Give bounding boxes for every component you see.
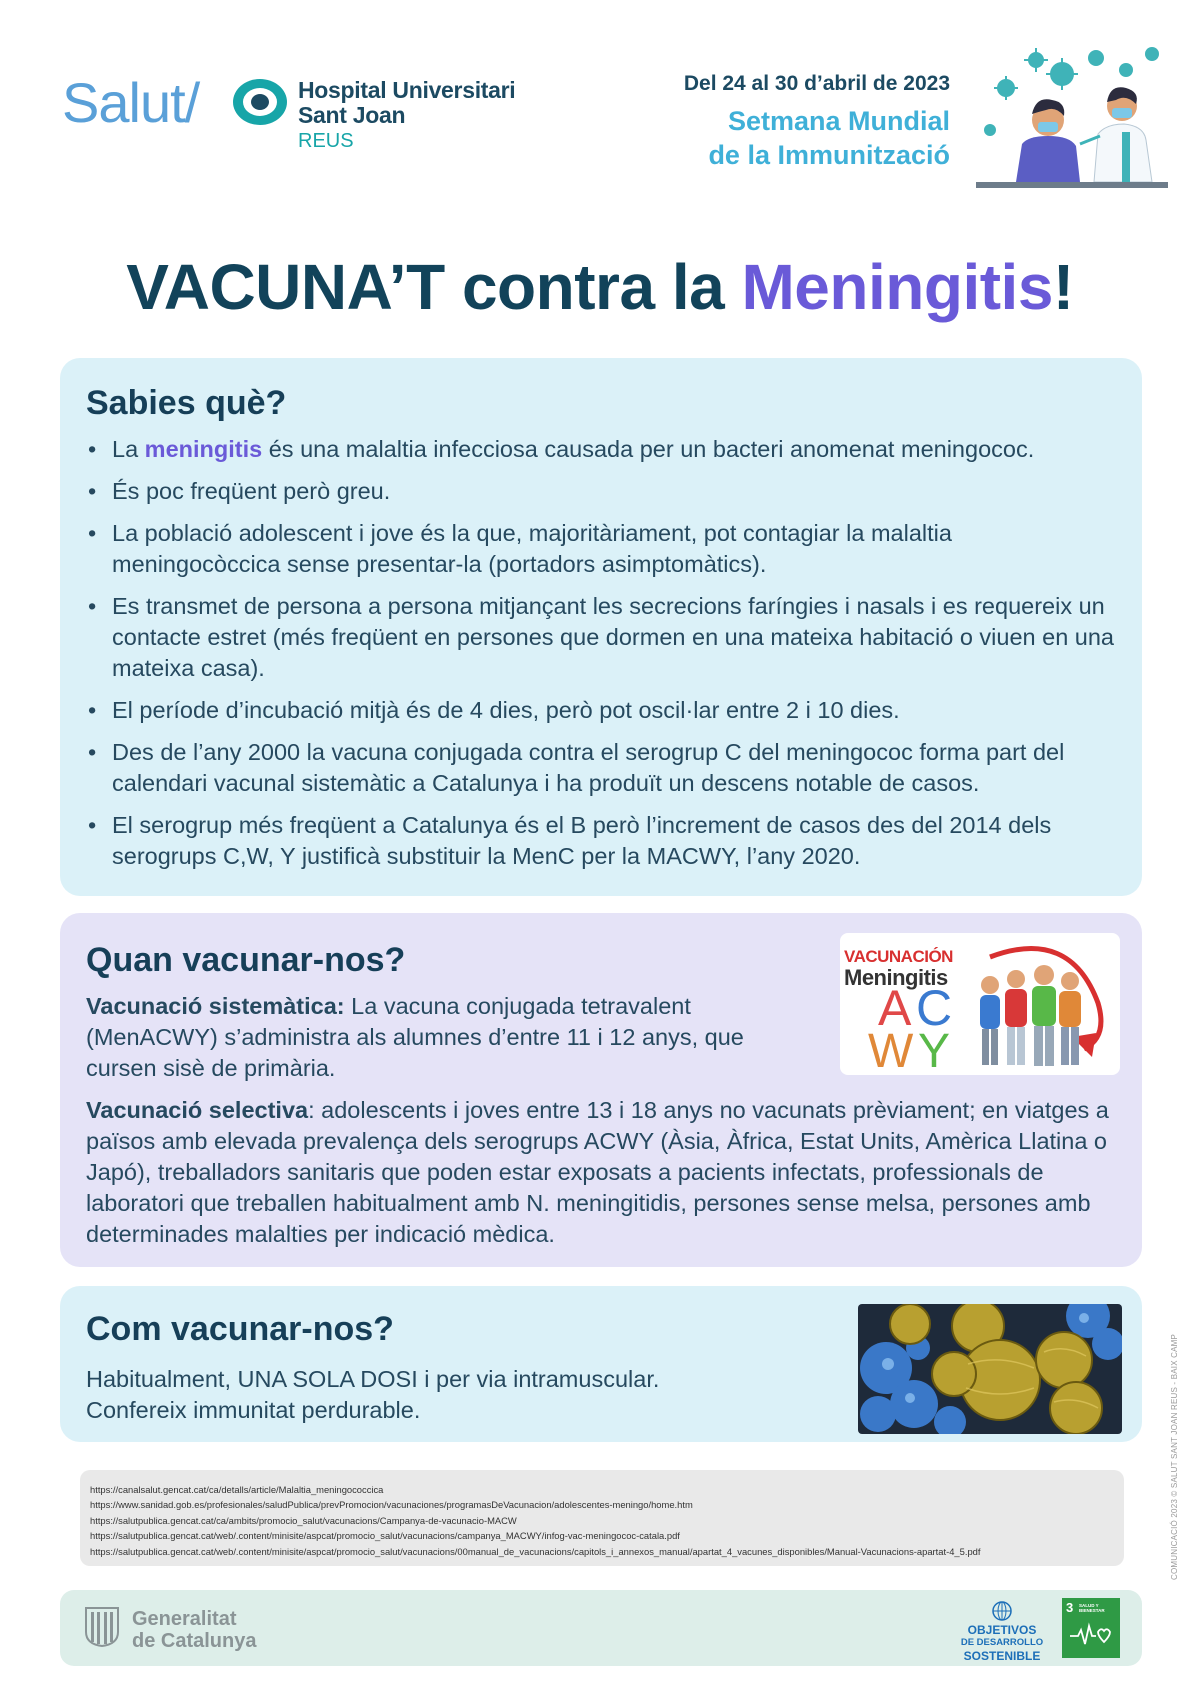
hospital-name-line2: Sant Joan: [298, 102, 406, 128]
hospital-city: REUS: [298, 130, 354, 152]
title-prefix: VACUNA’T contra la: [126, 251, 742, 323]
bullet-1-pre: La: [112, 436, 145, 462]
sdg-3-badge: [1062, 1598, 1120, 1658]
systematic-body: La vacuna conjugada tetravalent (MenACWY) s’administra als alumnes d’entre 11 i 12 anys, que cursen sisè de primària.: [86, 993, 744, 1081]
sabies-bullet-7: • El serogrup més freqüent a Catalunya és el B però l’increment de casos des del 2014 dels serogrups C,W, Y justificà substituir la MenC per la MACWY, l’any 2020.: [86, 810, 1126, 872]
systematic-vaccination-text: [86, 991, 776, 1084]
event-title: [684, 104, 950, 172]
sdg-title-line2: DE DESARROLLO: [960, 1637, 1044, 1648]
hospital-name: [298, 78, 515, 128]
sabies-bullet-3: • La població adolescent i jove és la que, majoritàriament, pot contagiar la malaltia meningocòccica sense presentar-la (portadors asimptomàtics).: [86, 518, 1126, 580]
card-letter-a: A: [878, 980, 912, 1036]
generalitat-line1: Generalitat: [132, 1608, 237, 1630]
sdg-title-line3: SOSTENIBLE: [963, 1649, 1041, 1663]
sabies-bullet-1: [86, 434, 1126, 465]
event-dates-block: [684, 72, 950, 172]
hospital-logo-icon: [230, 76, 290, 128]
card-letter-y: Y: [918, 1025, 951, 1075]
page-title: [0, 250, 1200, 324]
reference-link[interactable]: https://salutpublica.gencat.cat/web/.content/minisite/aspcat/promocio_salut/vacunacions/00manual_de_vacunacions/capitols_i_annexos_manual/apartat_4_vacunes_disponibles/Manual-Vacunacions-apartat-4_5.pdf: [90, 1545, 981, 1557]
bullet-1-post: és una malaltia infecciosa causada per un bacteri anomenat meningococ.: [262, 436, 1035, 462]
generalitat-line2: de Catalunya: [132, 1630, 257, 1652]
com-panel: [60, 1286, 1142, 1442]
sdg-label: SALUD Y BIENESTAR: [1079, 1603, 1105, 1613]
sabies-bullet-6: • Des de l’any 2000 la vacuna conjugada contra el serogrup C del meningococ forma part del calendari vacunal sistemàtic a Catalunya i ha produït un descens notable de casos.: [86, 737, 1126, 799]
vaccination-meningitis-card: [840, 933, 1120, 1075]
hospital-name-line1: Hospital Universitari: [298, 77, 516, 103]
title-accent: Meningitis: [741, 251, 1053, 323]
reference-link[interactable]: https://canalsalut.gencat.cat/ca/detalls/article/Malaltia_meningococcica: [90, 1484, 384, 1495]
event-dates: Del 24 al 30 d’abril de 2023: [683, 72, 950, 95]
generalitat-name: [132, 1608, 256, 1652]
sabies-bullet-5: • El període d’incubació mitjà és de 4 dies, però pot oscil·lar entre 2 i 10 dies.: [86, 695, 1126, 726]
quan-heading: Quan vacunar-nos?: [86, 941, 406, 979]
reference-link[interactable]: https://salutpublica.gencat.cat/ca/ambits/promocio_salut/vacunacions/Campanya-de-vacunacio-MACW: [90, 1514, 517, 1526]
salut-logo-text: Salut/: [62, 71, 200, 134]
header: [0, 0, 1200, 200]
com-text-line2: Confereix immunitat perdurable.: [86, 1397, 421, 1423]
com-text: [86, 1364, 786, 1426]
selective-vaccination-text: [86, 1095, 1126, 1250]
side-credit: COMUNICACIÓ 2023 © SALUT SANT JOAN REUS - BAIX CAMP: [1170, 1333, 1179, 1580]
event-title-line1: Setmana Mundial: [727, 106, 950, 136]
heartbeat-heart-icon: [1070, 1620, 1112, 1650]
sdg-title-line1: OBJETIVOS: [967, 1623, 1037, 1637]
card-title-vacunacion: VACUNACIÓN: [844, 947, 953, 966]
event-title-line2: de la Immunització: [708, 140, 950, 170]
systematic-label: Vacunació sistemàtica:: [86, 993, 345, 1019]
sabies-panel: [60, 358, 1142, 896]
references-box: [80, 1470, 1124, 1566]
sdg-number: 3: [1066, 1600, 1074, 1615]
sabies-bullet-2: • És poc freqüent però greu.: [86, 476, 1126, 507]
com-heading: Com vacunar-nos?: [86, 1310, 394, 1348]
selective-label: Vacunació selectiva: [86, 1097, 309, 1123]
generalitat-logo-icon: [84, 1606, 120, 1648]
selective-body: : adolescents i joves entre 13 i 18 anys no vacunats prèviament; en viatges a països amb elevada prevalença dels serogrups ACWY (Àsia, Àfrica, Estat Units, Amèrica Llatina o Japó), treballadors sanitaris que poden estar exposats a pacients infectats, professionals de laboratori que treballen habitualment amb N. meningitidis, persones sense melsa, persones amb determinades malalties per indicació mèdica.: [86, 1097, 1109, 1247]
card-letter-c: C: [916, 980, 953, 1036]
sabies-heading: Sabies què?: [86, 384, 287, 422]
title-suffix: !: [1052, 251, 1074, 323]
reference-link[interactable]: https://www.sanidad.gob.es/profesionales/saludPublica/prevPromocion/vacunaciones/programasDeVacunacion/adolescentes-meningo/home.htm: [90, 1499, 693, 1511]
footer: [60, 1590, 1142, 1666]
bullet-1-keyword: meningitis: [144, 436, 263, 462]
quan-panel: [60, 913, 1142, 1267]
com-text-line1: Habitualment, UNA SOLA DOSI i per via intramuscular.: [86, 1366, 660, 1392]
sabies-bullet-4: • Es transmet de persona a persona mitjançant les secrecions faríngies i nasals i es requereix un contacte estret (més freqüent en persones que dormen en una mateixa habitació o viuen en una mateixa casa).: [86, 591, 1126, 684]
card-title-meningitis: Meningitis: [844, 965, 948, 990]
meningococcus-bacteria-image: [858, 1304, 1122, 1434]
sdg-logo: [960, 1600, 1044, 1663]
vaccination-illustration-icon: [976, 40, 1168, 188]
card-letter-w: W: [868, 1025, 914, 1075]
reference-link[interactable]: https://salutpublica.gencat.cat/web/.content/minisite/aspcat/promocio_salut/vacunacions/campanya_MACWY/infog-vac-meningococ-catala.pdf: [90, 1530, 680, 1542]
un-emblem-icon: [991, 1600, 1013, 1622]
sabies-bullet-list: [86, 434, 1126, 883]
